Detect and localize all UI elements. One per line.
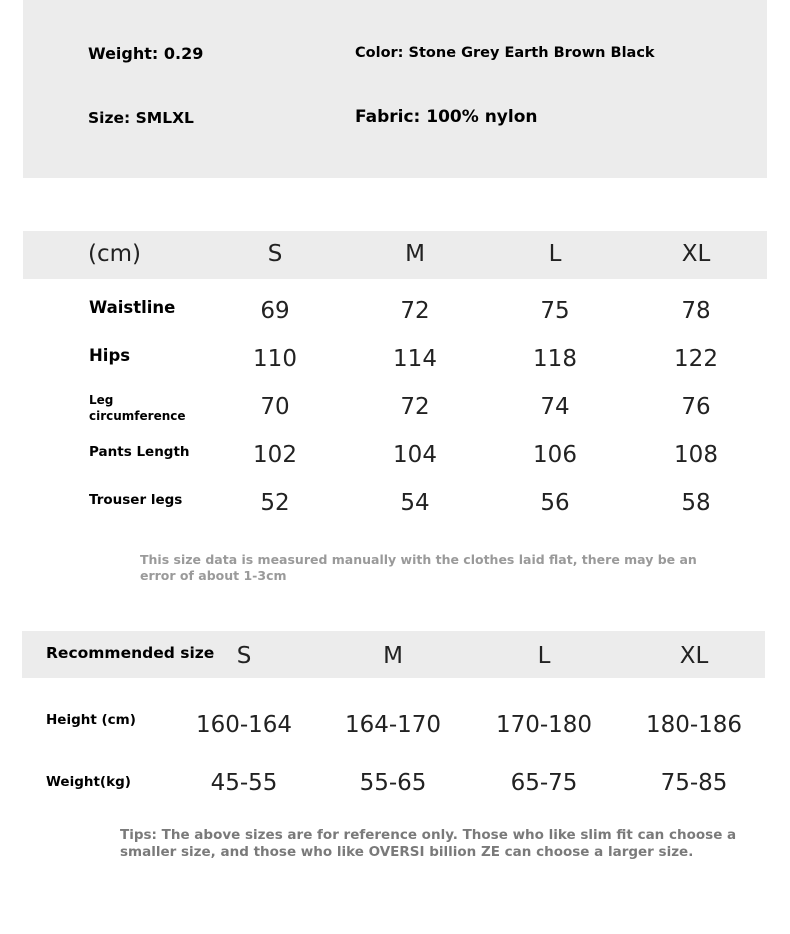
row-label-trouser-legs: Trouser legs [89,492,183,508]
table-cell: 56 [540,490,570,516]
table-cell: 170-180 [495,712,593,738]
row-label-pants-length: Pants Length [89,444,190,460]
table-cell: 75 [540,298,570,324]
recommend-size-s: S [236,643,252,669]
product-info-panel [23,0,767,178]
table-cell: 164-170 [344,712,442,738]
row-label-height: Height (cm) [46,712,136,728]
size-info: Size: SMLXL [88,109,194,127]
table-cell: 72 [400,394,430,420]
unit-header: (cm) [88,241,141,267]
table-cell: 72 [400,298,430,324]
table-cell: 58 [681,490,711,516]
size-header-l: L [548,241,562,267]
table-cell: 106 [533,442,577,468]
table-cell: 78 [681,298,711,324]
color-info: Color: Stone Grey Earth Brown Black [355,45,655,61]
table-cell: 45-55 [210,770,278,796]
fabric-info: Fabric: 100% nylon [355,107,538,127]
table-cell: 160-164 [195,712,293,738]
row-label-weight: Weight(kg) [46,774,131,790]
table-cell: 110 [253,346,297,372]
row-label-leg-circumference [89,392,186,424]
table-cell: 102 [253,442,297,468]
table-cell: 76 [681,394,711,420]
table-cell: 70 [260,394,290,420]
table-cell: 74 [540,394,570,420]
measurement-note [140,552,697,584]
row-label-line: circumference [89,409,186,423]
table-cell: 108 [674,442,718,468]
table-cell: 55-65 [359,770,427,796]
table-cell: 65-75 [510,770,578,796]
recommend-header: Recommended size [46,644,215,662]
tips-note [120,827,736,861]
table-cell: 54 [400,490,430,516]
table-cell: 104 [393,442,437,468]
table-cell: 122 [674,346,718,372]
recommend-size-m: M [383,643,403,669]
table-cell: 118 [533,346,577,372]
size-header-s: S [267,241,283,267]
row-label-hips: Hips [89,346,131,365]
table-cell: 114 [393,346,437,372]
row-label-line: Leg [89,393,114,407]
weight-info: Weight: 0.29 [88,44,204,63]
table-cell: 52 [260,490,290,516]
note-line: error of about 1-3cm [140,568,287,583]
note-line: This size data is measured manually with the clothes laid flat, there may be an [140,552,697,567]
recommend-size-l: L [537,643,551,669]
recommend-size-xl: XL [679,643,709,669]
size-header-m: M [405,241,425,267]
table-cell: 75-85 [660,770,728,796]
table-cell: 69 [260,298,290,324]
table-cell: 180-186 [645,712,743,738]
row-label-waistline: Waistline [89,298,176,317]
tips-line: Tips: The above sizes are for reference only. Those who like slim fit can choose a [120,827,737,843]
size-header-xl: XL [681,241,711,267]
tips-line: smaller size, and those who like OVERSI billion ZE can choose a larger size. [120,844,694,860]
